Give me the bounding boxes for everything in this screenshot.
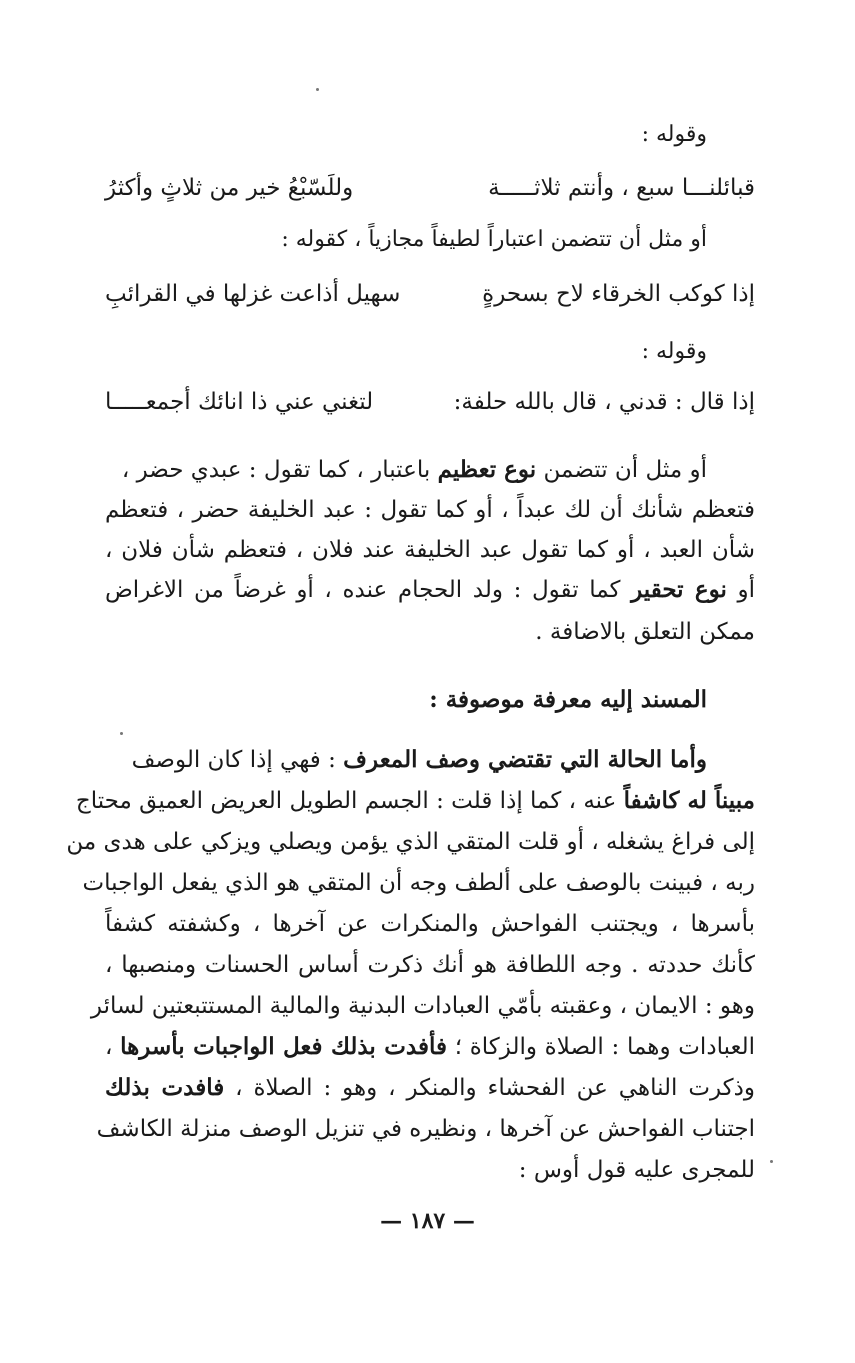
verse-intro: وقوله : [641, 339, 707, 364]
paragraph-line: وهو : الايمان ، وعقبته بأمّي العبادات البدنية والمالية المستتبعتين لسائر [90, 993, 755, 1019]
verse-intro: وقوله : [641, 122, 707, 147]
text-run: وذكرت الناهي عن الفحشاء والمنكر ، وهو : الصلاة ، [224, 1075, 755, 1101]
bold-term: فافدت بذلك [105, 1074, 225, 1101]
paragraph-line: اجتناب الفواحش عن آخرها ، ونظيره في تنزيل الوصف منزلة الكاشف [96, 1116, 755, 1142]
paragraph-line: للمجرى عليه قول أوس : [518, 1157, 755, 1183]
bold-term: نوع تعظيم [437, 456, 537, 483]
paragraph-line [105, 570, 755, 610]
print-speck [770, 1160, 773, 1163]
verse-line [105, 382, 755, 422]
paragraph-line [105, 1068, 755, 1108]
verse-first-hemistich: قبائلنـــا سبع ، وأنتم ثلاثـــــة [488, 175, 755, 201]
bold-term: وأما الحالة التي تقتضي وصف المعرف [343, 746, 707, 773]
text-run: عنه ، كما إذا قلت : الجسم الطويل العريض العميق محتاج [75, 788, 624, 814]
verse-first-hemistich: إذا كوكب الخرقاء لاح بسحرةٍ [482, 281, 755, 307]
bold-term: مبيناً له كاشفاً [623, 787, 755, 814]
paragraph-line: ممكن التعلق بالاضافة . [535, 619, 755, 645]
verse-second-hemistich: وللَسّبْعُ خير من ثلاثٍ وأكثرُ [105, 175, 354, 201]
verse-line [105, 274, 755, 314]
paragraph-line [75, 781, 755, 821]
text-run: ، [105, 1034, 121, 1060]
print-speck [316, 88, 319, 91]
page-number: — ١٨٧ — [380, 1208, 475, 1234]
text-run: كما تقول : ولد الحجام عنده ، أو غرضاً من الاغراض [105, 577, 632, 603]
verse-line [105, 168, 755, 208]
text-run: أو مثل أن تتضمن [536, 457, 707, 483]
bold-term: فأفدت بذلك فعل الواجبات بأسرها [120, 1033, 447, 1060]
text-run: باعتبار ، كما تقول : عبدي حضر ، [121, 457, 438, 483]
paragraph-line: شأن العبد ، أو كما تقول عبد الخليفة عند فلان ، فتعظم شأن فلان ، [105, 537, 755, 563]
text-run: أو [726, 577, 755, 603]
paragraph-line: كأنك حددته . وجه اللطافة هو أنك ذكرت أساس الحسنات ومنصبها ، [105, 952, 755, 978]
bold-term: نوع تحقير [631, 576, 727, 603]
prose-line: أو مثل أن تتضمن اعتباراً لطيفاً مجازياً ، كقوله : [281, 227, 707, 252]
text-run: : فهي إذا كان الوصف [131, 747, 344, 773]
verse-second-hemistich: سهيل أذاعت غزلها في القرائبِ [105, 281, 401, 307]
paragraph-line: إلى فراغ يشغله ، أو قلت المتقي الذي يؤمن ويصلي ويزكي على هدى من [66, 829, 755, 855]
section-heading: المسند إليه معرفة موصوفة : [429, 686, 707, 713]
paragraph-line: بأسرها ، ويجتنب الفواحش والمنكرات عن آخرها ، وكشفته كشفاً [105, 911, 755, 937]
verse-first-hemistich: إذا قال : قدني ، قال بالله حلفة: [453, 389, 755, 415]
paragraph-line [107, 740, 707, 780]
paragraph-line [105, 1027, 755, 1067]
paragraph-line [107, 450, 707, 490]
paragraph-line: فتعظم شأنك أن لك عبداً ، أو كما تقول : عبد الخليفة حضر ، فتعظم [105, 497, 755, 523]
text-run: العبادات وهما : الصلاة والزكاة ؛ [446, 1034, 756, 1060]
paragraph-line: ربه ، فبينت بالوصف على ألطف وجه أن المتقي هو الذي يفعل الواجبات [82, 870, 755, 896]
print-speck [120, 732, 123, 735]
verse-second-hemistich: لتغني عني ذا انائك أجمعـــــا [105, 389, 374, 415]
